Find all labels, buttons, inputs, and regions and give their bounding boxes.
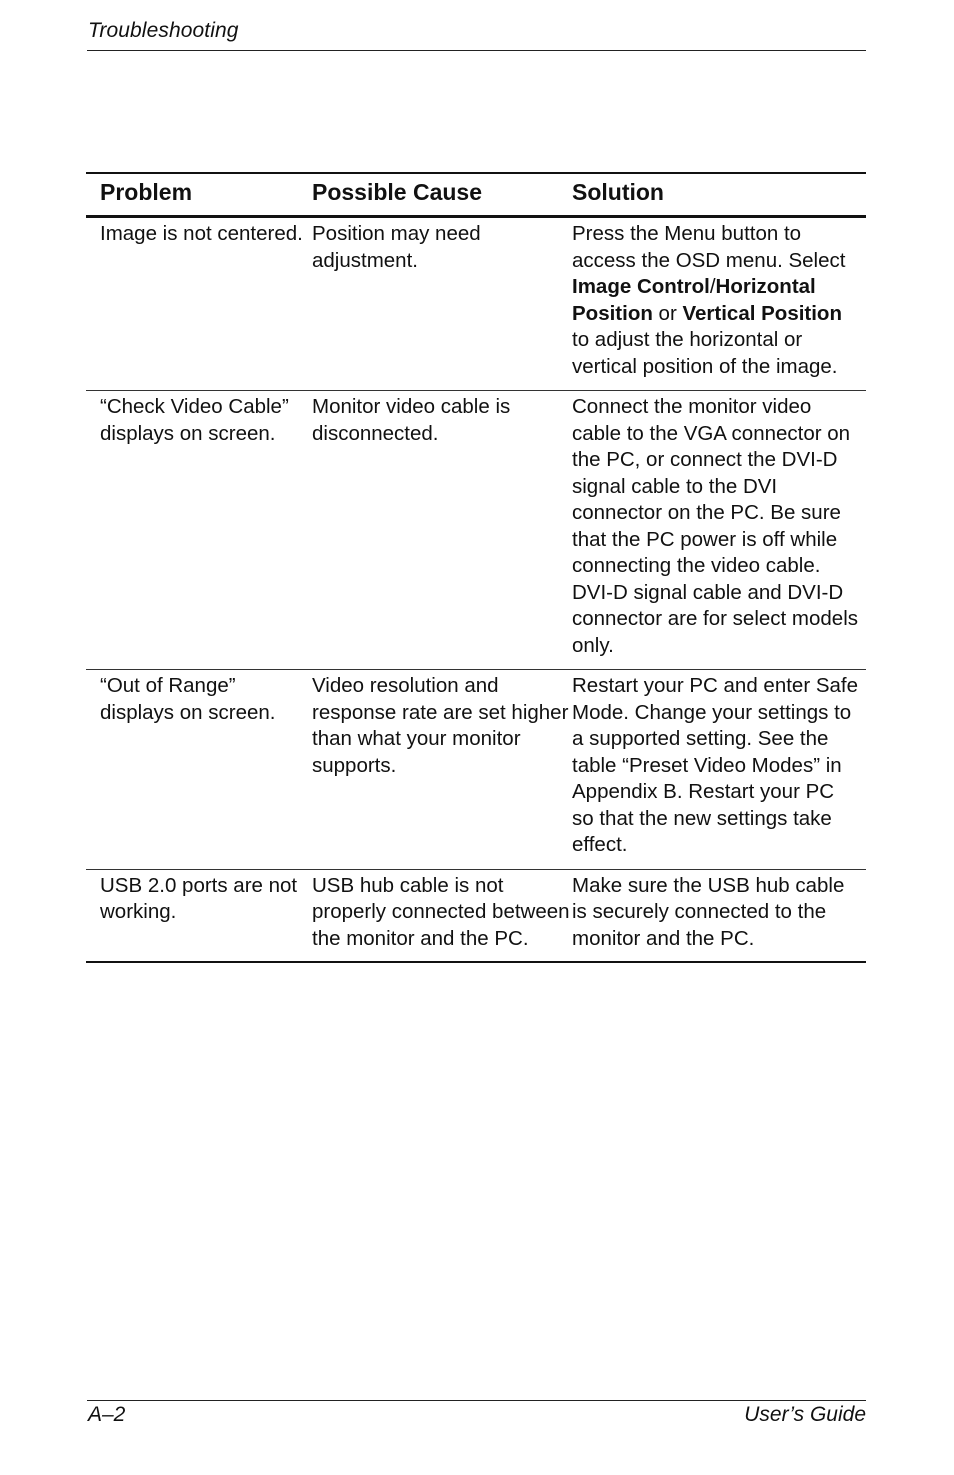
cause-cell: Position may need adjustment. (312, 222, 481, 272)
problem-cell: USB 2.0 ports are not working. (100, 873, 298, 923)
solution-cell: Connect the monitor video cable to the VGA connector on the PC, or connect the DVI-D signal cable to the DVI connector on the PC. Be sure that the PC power is off while connecting the video cable. DVI-D signal cable and DVI-D connector are for select models only. (572, 395, 858, 657)
solution-text: to adjust the horizontal or vertical position of the image. (572, 328, 838, 378)
cause-cell: Video resolution and response rate are set higher than what your monitor supports. (312, 674, 569, 777)
problem-cell: Image is not centered. (100, 222, 303, 245)
table-row (86, 391, 866, 670)
troubleshooting-table (86, 172, 866, 963)
menu-path-image-control: Image Control (572, 275, 710, 298)
table-row (86, 218, 866, 391)
table-header-row (86, 174, 866, 218)
solution-cell: Make sure the USB hub cable is securely connected to the monitor and the PC. (572, 873, 845, 950)
solution-text: / (709, 275, 716, 298)
page-footer (87, 1400, 866, 1426)
solution-text: or (652, 301, 683, 325)
cause-cell: Monitor video cable is disconnected. (312, 395, 511, 445)
document-title: User’s Guide (744, 1403, 866, 1426)
solution-text: Press the Menu button to access the OSD menu. Select (572, 222, 846, 272)
table-row (86, 870, 866, 962)
menu-path-horizontal-position: Horizontal Position (572, 275, 816, 325)
page-number: A–2 (88, 1403, 126, 1426)
solution-cell: Restart your PC and enter Safe Mode. Change your settings to a supported setting. See the table “Preset Video Modes” in Appendix B. Restart your PC so that the new settings take effect. (572, 674, 859, 856)
table-row (86, 670, 866, 870)
page-header (87, 18, 866, 51)
column-header-solution: Solution (572, 179, 664, 205)
cause-cell: USB hub cable is not properly connected between the monitor and the PC. (312, 873, 570, 950)
problem-cell: “Check Video Cable” displays on screen. (100, 395, 289, 445)
section-title: Troubleshooting (88, 19, 239, 42)
menu-path-vertical-position: Vertical Position (682, 301, 842, 325)
problem-cell: “Out of Range” displays on screen. (100, 674, 276, 724)
column-header-problem: Problem (100, 179, 193, 205)
column-header-cause: Possible Cause (312, 179, 483, 205)
solution-cell (572, 221, 866, 380)
